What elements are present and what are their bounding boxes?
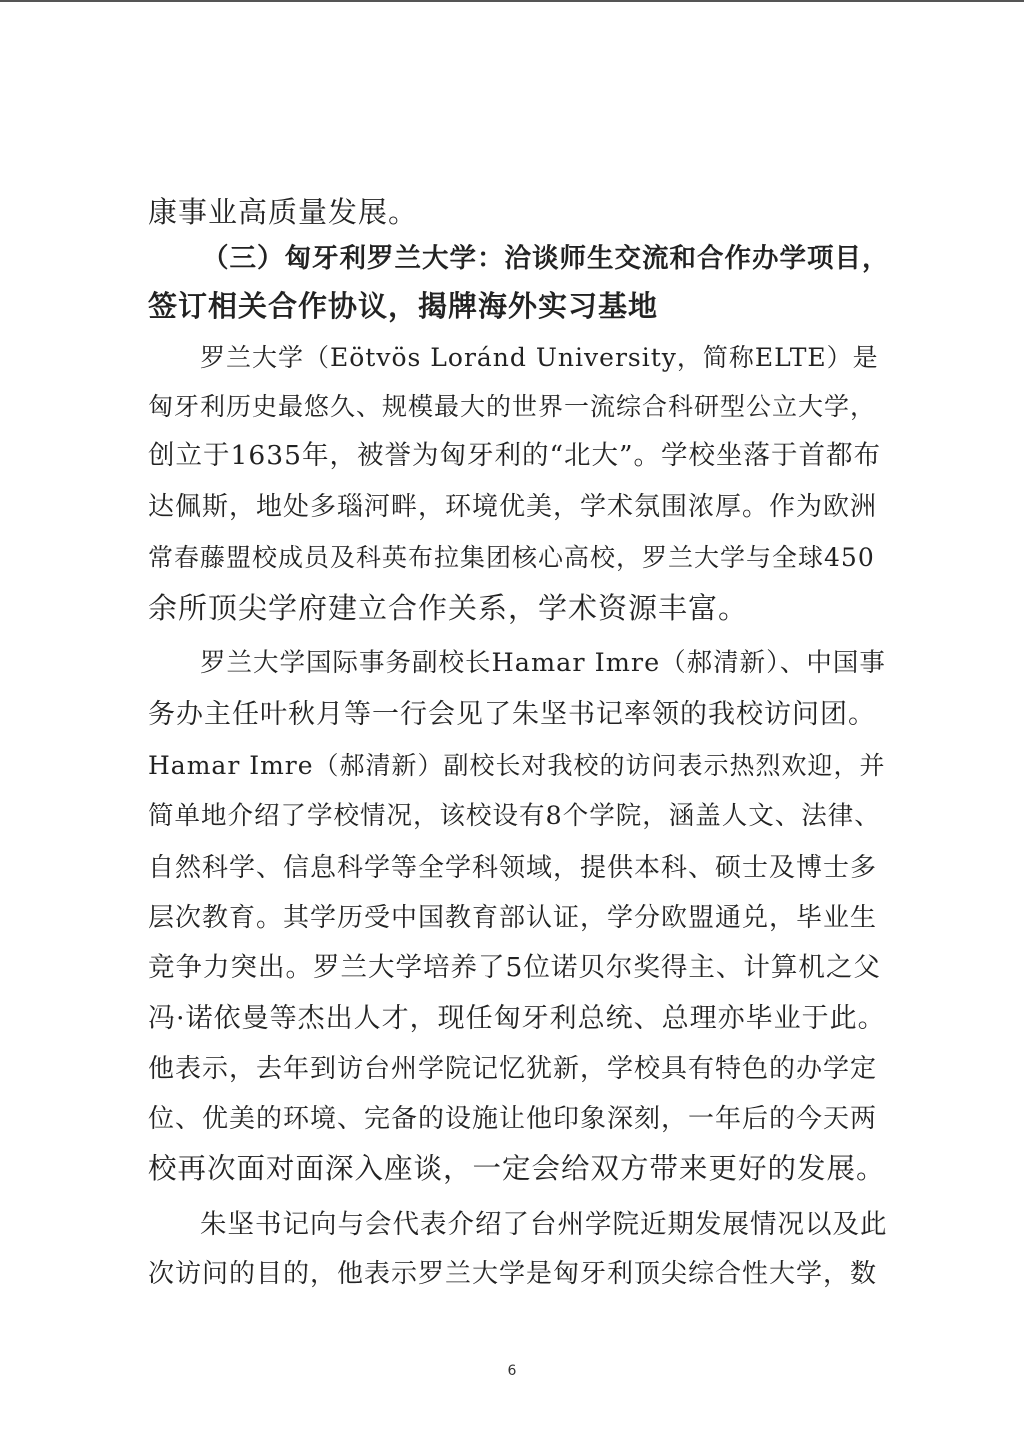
page-number: 6 — [507, 1363, 517, 1379]
paragraph-line: 达佩斯，地处多瑙河畔，环境优美，学术氛围浓厚。作为欧洲 — [148, 492, 878, 522]
section-heading: （三）匈牙利罗兰大学：洽谈师生交流和合作办学项目， — [202, 243, 890, 274]
paragraph-line: 罗兰大学（Eötvös Loránd University，简称ELTE）是 — [200, 343, 879, 372]
paragraph-line: 冯·诺依曼等杰出人才，现任匈牙利总统、总理亦毕业于此。 — [148, 1003, 886, 1034]
paragraph-line: 余所顶尖学府建立合作关系，学术资源丰富。 — [148, 591, 749, 625]
paragraph-line: 竞争力突出。罗兰大学培养了5位诺贝尔奖得主、计算机之父 — [148, 952, 881, 983]
paragraph-line: 匈牙利历史最悠久、规模最大的世界一流综合科研型公立大学， — [148, 392, 877, 421]
paragraph-line: 罗兰大学国际事务副校长Hamar Imre（郝清新）、中国事 — [200, 648, 886, 678]
paragraph-line: 简单地介绍了学校情况，该校设有8个学院，涵盖人文、法律、 — [148, 801, 881, 831]
paragraph-line: 创立于1635年，被誉为匈牙利的“北大”。学校坐落于首都布 — [148, 440, 882, 471]
paragraph-line: 他表示，去年到访台州学院记忆犹新，学校具有特色的办学定 — [148, 1054, 878, 1084]
paragraph-line: 务办主任叶秋月等一行会见了朱坚书记率领的我校访问团。 — [148, 699, 876, 730]
paragraph-line: Hamar Imre（郝清新）副校长对我校的访问表示热烈欢迎，并 — [148, 751, 886, 780]
section-heading: 签订相关合作协议，揭牌海外实习基地 — [148, 289, 659, 323]
paragraph-line: 层次教育。其学历受中国教育部认证，学分欧盟通兑，毕业生 — [148, 903, 878, 933]
paragraph-line: 朱坚书记向与会代表介绍了台州学院近期发展情况以及此 — [200, 1209, 888, 1240]
paragraph-line: 自然科学、信息科学等全学科领域，提供本科、硕士及博士多 — [148, 853, 878, 883]
top-border-rule — [0, 0, 1024, 2]
paragraph-line: 次访问的目的，他表示罗兰大学是匈牙利顶尖综合性大学，数 — [148, 1259, 878, 1289]
paragraph-line: 校再次面对面深入座谈，一定会给双方带来更好的发展。 — [148, 1152, 886, 1185]
paragraph-line: 位、优美的环境、完备的设施让他印象深刻，一年后的今天两 — [148, 1104, 878, 1134]
paragraph-line: 康事业高质量发展。 — [148, 195, 419, 229]
paragraph-line: 常春藤盟校成员及科英布拉集团核心高校，罗兰大学与全球450 — [148, 543, 875, 572]
